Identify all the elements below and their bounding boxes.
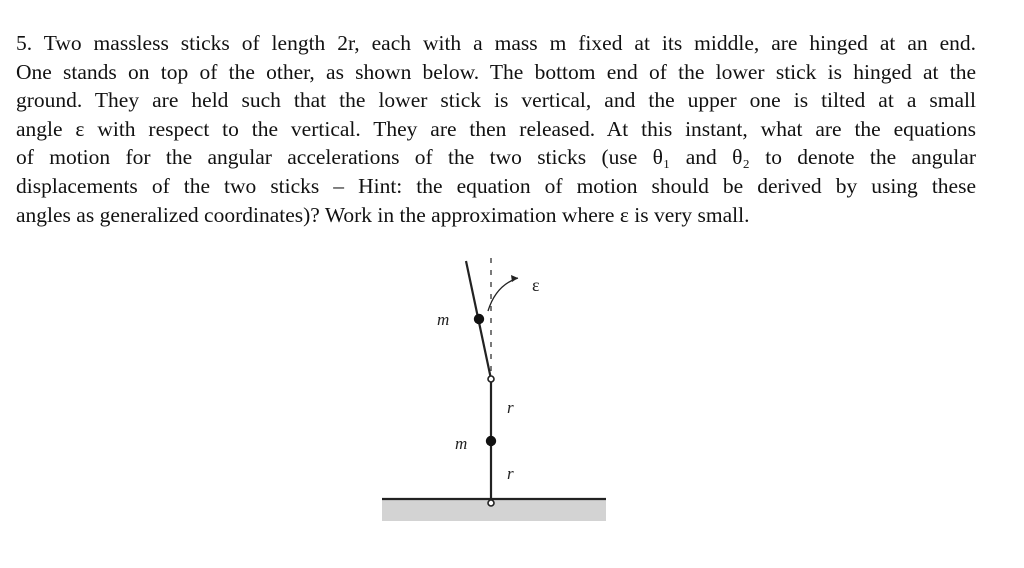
problem-line-1: 5. Two massless sticks of length 2r, each with a mass m fixed at its middle, are hinged at an end. (16, 31, 976, 55)
ground-hinge (488, 500, 494, 506)
problem-line-5: of motion for the angular accelerations of the two sticks (use θ₁ and θ₂ to denote the angular (16, 145, 976, 170)
lower-length-label: r (507, 464, 514, 483)
angle-arrowhead (511, 275, 518, 282)
angle-label: ε (532, 275, 540, 295)
problem-line-2: One stands on top of the other, as shown below. The bottom end of the lower stick is hinged at the (16, 59, 976, 84)
middle-hinge (488, 376, 494, 382)
upper-length-label: r (507, 398, 514, 417)
problem-line-6: displacements of the two sticks – Hint: the equation of motion should be derived by using these (16, 173, 976, 198)
stick-pendulum-figure (380, 255, 610, 525)
problem-line-3: ground. They are held such that the lower stick is vertical, and the upper one is tilted at a small (16, 88, 976, 113)
lower-mass (486, 436, 496, 446)
upper-mass (474, 314, 484, 324)
problem-statement (16, 29, 976, 229)
problem-line-7: angles as generalized coordinates)? Work in the approximation where ε is very small. (16, 202, 750, 227)
angle-arc (488, 278, 518, 311)
upper-mass-label: m (437, 310, 450, 329)
problem-line-4: angle ε with respect to the vertical. They are then released. At this instant, what are the equations (16, 116, 976, 141)
stick-pendulum-diagram (380, 255, 610, 525)
lower-mass-label: m (455, 434, 468, 453)
